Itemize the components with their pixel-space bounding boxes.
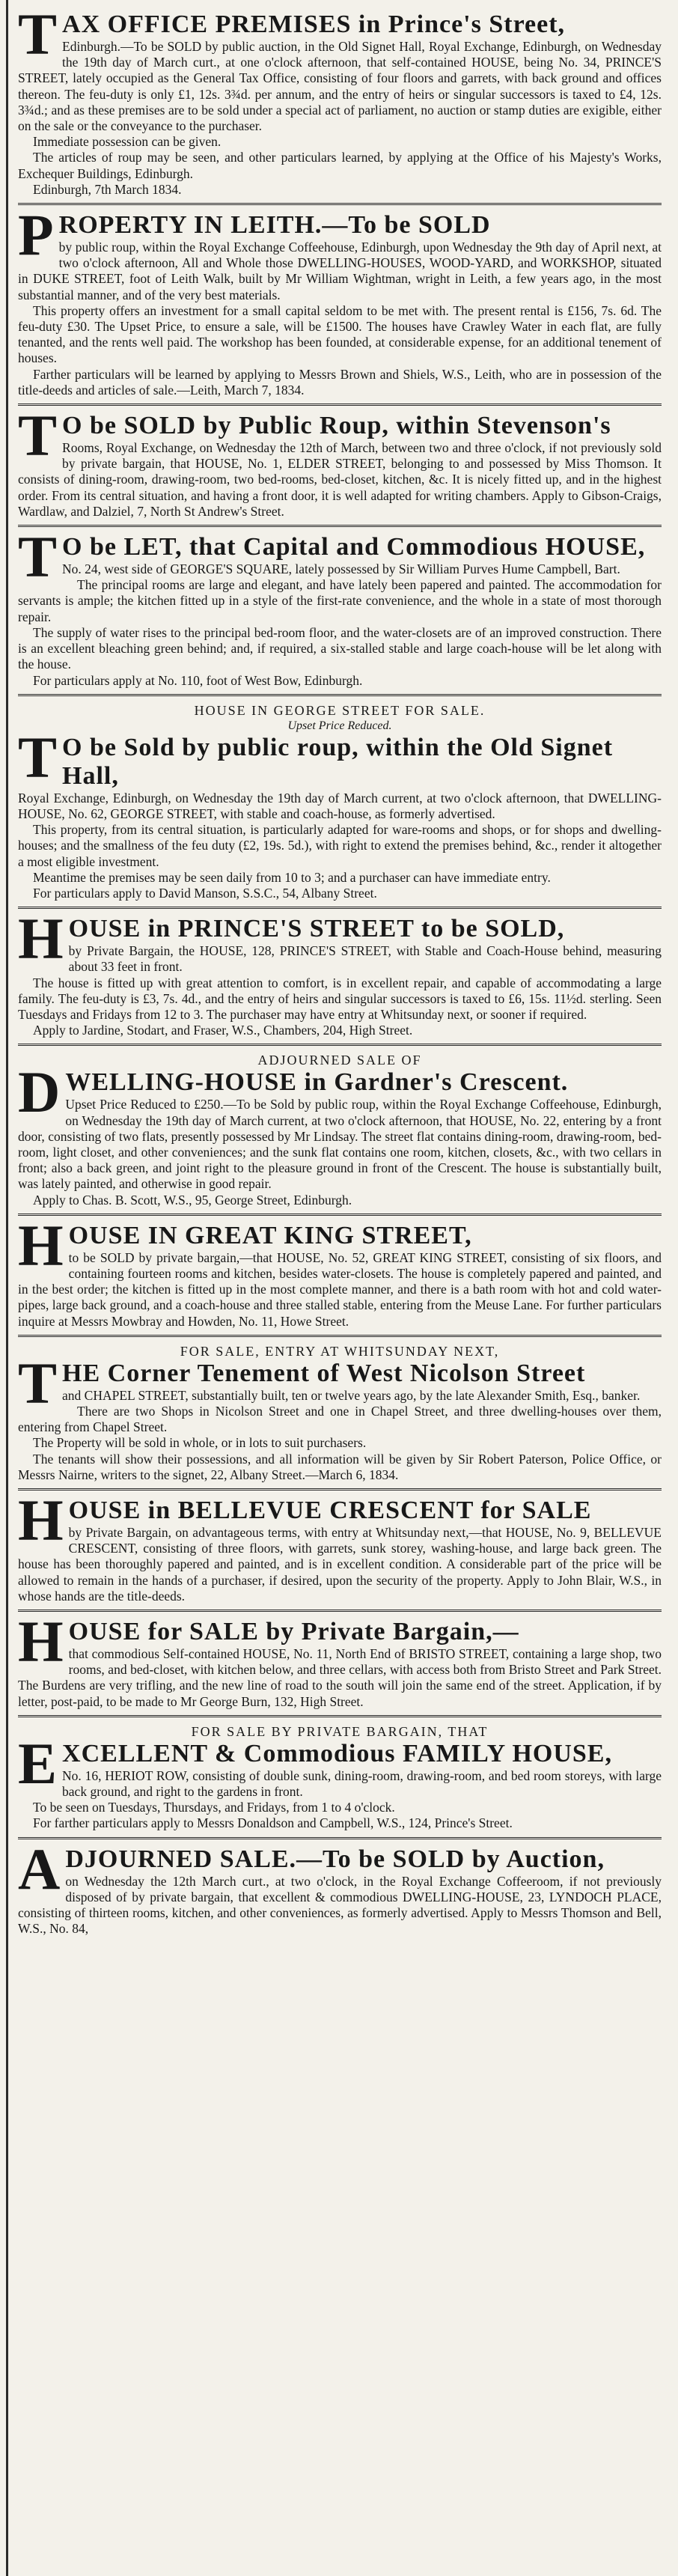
drop-cap: P: [18, 202, 55, 268]
drop-cap: A: [18, 1836, 61, 1901]
ad-tax-office-premises: [18, 1, 662, 198]
ad-george-street: [18, 702, 662, 901]
ad-gardners-crescent: [18, 1052, 662, 1208]
divider: [18, 1044, 662, 1046]
ad-body: by public roup, within the Royal Exchange Coffeehouse, Edinburgh, upon Wednesday the 9th day of April next, at two o'clock afternoon, All and Whole those DWELLING-HOUSES, WOOD-YARD, and WORKSHOP, situated in DUKE STREET, foot of Leith Walk, built by Mr William Wightman, wright in Leith, a few years ago, in the most substantial manner, and of the very best materials. This property offers an investment for a small capital seldom to be met with. The present rental is £156, 7s. 6d. The feu-duty £30. The Upset Price, to ensure a sale, will be £1500. The houses have Crawley Water in each flat, are fully tenanted, and the rents well paid. The workshop has been founded, at considerable expense, for an additional tenement of houses. Farther particulars will be learned by applying to Messrs Brown and Shiels, W.S., Leith, who are in possession of the title-deeds and articles of sale.—Leith, March 7, 1834.: [18, 240, 662, 398]
divider: [18, 907, 662, 909]
ad-body: Royal Exchange, Edinburgh, on Wednesday the 19th day of March current, at two o'clock afternoon, that DWELLING-HOUSE, No. 62, GEORGE STREET, with stable and coach-house, as formerly advertised. This property, from its central situation, is particularly adapted for ware-rooms and shops, or for shops and dwelling-houses; and the smallness of the feu duty (£2, 19s. 5d.), with right to extend the premises behind, &c., render it altogether a most eligible investment. Meantime the premises may be seen daily from 10 to 3; and a purchaser can have immediate entry. For particulars apply to David Manson, S.S.C., 54, Albany Street.: [18, 790, 662, 901]
ad-body: No. 24, west side of GEORGE'S SQUARE, lately possessed by Sir William Purves Hume Campbell, Bart. The principal rooms are large and elegant, and have lately been papered and painted. The accommodation for servants is ample; the kitchen fitted up in a style of the first-rate convenience, and the whole in a state of most thorough repair. The supply of water rises to the principal bed-room floor, and the water-closets are of an improved construction. There is an excellent bleaching green behind; and, if required, a six-stalled stable and large coach-house will be let along with the house. For particulars apply at No. 110, foot of West Bow, Edinburgh.: [18, 561, 662, 688]
ad-title: EXCELLENT & Commodious FAMILY HOUSE,: [18, 1730, 612, 1796]
ad-title: HOUSE in BELLEVUE CRESCENT for SALE: [18, 1488, 592, 1553]
divider: [18, 404, 662, 406]
drop-cap: T: [18, 1, 58, 67]
ad-body: Edinburgh.—To be SOLD by public auction, in the Old Signet Hall, Royal Exchange, Edinburgh, on Wednesday the 19th day of March curt., at one o'clock afternoon, that self-contained HOUSE, being No. 34, PRINCE'S STREET, lately occupied as the General Tax Office, consisting of four floors and garrets, with back ground and offices thereon. The feu-duty is only £1, 12s. 3¾d. per annum, and the entry of heirs or singular successors is taxed to £4, 12s. 3¾d.; and as these premises are to be sold under a special act of parliament, no auction or stamp duties are exigible, either on the sale or the conveyance to the purchaser. Immediate possession can be given. The articles of roup may be seen, and other particulars learned, by applying at the Office of his Majesty's Works, Exchequer Buildings, Edinburgh. Edinburgh, 7th March 1834.: [18, 39, 662, 197]
ad-bristo-street: [18, 1609, 662, 1710]
ad-title: ADJOURNED SALE.—To be SOLD by Auction,: [18, 1836, 605, 1901]
ad-title: T O be SOLD by Public Roup, within Stevenson's: [18, 403, 611, 469]
ad-title: HOUSE for SALE by Private Bargain,—: [18, 1609, 519, 1675]
ad-property-in-leith: [18, 202, 662, 398]
divider: [18, 1715, 662, 1717]
ad-date: Edinburgh, 7th March 1834.: [33, 181, 182, 197]
drop-cap: H: [18, 1609, 64, 1675]
ad-body: Upset Price Reduced to £250.—To be Sold by public roup, within the Royal Exchange Coffeehouse, Edinburgh, on Wednesday the 19th day of March current, at two o'clock afternoon, that HOUSE, No. 22, entering by a front door, consisting of two flats, presently possessed by Mr Lindsay. The street flat contains dining-room, drawing-room, bed-room, light closet, and other conveniences; and the sunk flat contains one room, kitchen, closets, &c., with two cellars in front; also a back green, and joint right to the pleasure ground in front of the Crescent. The house is substantially built, was lately painted, and otherwise in good repair. Apply to Chas. B. Scott, W.S., 95, George Street, Edinburgh.: [18, 1097, 662, 1208]
ad-title: DWELLING-HOUSE in Gardner's Crescent.: [18, 1059, 569, 1125]
ad-heading: FOR SALE, ENTRY AT WHITSUNDAY NEXT,: [180, 1343, 500, 1359]
divider: [18, 1214, 662, 1216]
ad-title: PROPERTY IN LEITH.—To be SOLD: [18, 202, 491, 268]
ad-title: HOUSE IN GREAT KING STREET,: [18, 1212, 472, 1278]
divider: [18, 203, 662, 205]
ad-west-nicolson-street: [18, 1343, 662, 1483]
ad-body: Rooms, Royal Exchange, on Wednesday the 12th of March, between two and three o'clock, if not previously sold by private bargain, that HOUSE, No. 1, ELDER STREET, belonging to and possessed by Miss Thomson. It consists of dining-room, drawing-room, two bed-rooms, bed-closet, kitchen, &c. It is nicely fitted up, and in the highest order. From its central situation, and having a front door, it is well adapted for writing chambers. Apply to Gibson-Craigs, Wardlaw, and Dalziel, 7, North St Andrew's Street.: [18, 440, 662, 519]
divider: [18, 1610, 662, 1612]
drop-cap: D: [18, 1059, 61, 1125]
drop-cap: T: [18, 403, 58, 469]
ad-title: TAX OFFICE PREMISES in Prince's Street,: [18, 1, 566, 67]
ad-body: No. 16, HERIOT ROW, consisting of double sunk, dining-room, drawing-room, and bed room storeys, with large back ground, and right to the gardens in front. To be seen on Tuesdays, Thursdays, and Fridays, from 1 to 4 o'clock. For farther particulars apply to Messrs Donaldson and Campbell, W.S., 124, Prince's Street.: [33, 1767, 662, 1831]
divider: [18, 1335, 662, 1337]
ad-title: T O be LET, that Capital and Commodious HOUSE,: [18, 524, 646, 590]
ad-body: by Private Bargain, on advantageous terms, with entry at Whitsunday next,—that HOUSE, No. 9, BELLEVUE CRESCENT, consisting of three floors, with garrets, sunk storey, washing-house, and large back green. The house has been thoroughly papered and painted, and is in excellent condition. A considerable part of the price will be allowed to remain in the hands of a purchaser, if desired, upon the security of the property. Apply to John Blair, W.S., in whose hands are the title-deeds.: [18, 1525, 662, 1604]
ad-subheading: Upset Price Reduced.: [287, 719, 392, 732]
ad-body: to be SOLD by private bargain,—that HOUSE, No. 52, GREAT KING STREET, consisting of six floors, and containing fourteen rooms and kitchen, besides water-closets. The house is completely papered and painted, and in the best order; the kitchen is fitted up in the most complete manner, and there is a bath room with hot and cold water-pipes, large back ground, and a coach-house and three stalled stable, entering from the Meuse Lane. For further particulars inquire at Messrs Mowbray and Howden, No. 11, Howe Street.: [18, 1249, 662, 1329]
ad-heading: HOUSE IN GEORGE STREET FOR SALE.: [194, 702, 486, 718]
ad-bellevue-crescent: [18, 1488, 662, 1604]
ad-lyndoch-place: [18, 1836, 662, 1937]
ad-title: THE Corner Tenement of West Nicolson Street: [18, 1350, 586, 1416]
ad-body: that commodious Self-contained HOUSE, No. 11, North End of BRISTO STREET, containing a large shop, two rooms, and bed-closet, with kitchen below, and three cellars, with access both from Bristo Street and Park Street. The Burdens are very trifling, and the new line of road to the south will join the same end of the street. Application, if by letter, post-paid, to be made to Mr George Burn, 132, High Street.: [18, 1646, 662, 1709]
drop-cap: E: [18, 1730, 58, 1796]
ad-heading: FOR SALE BY PRIVATE BARGAIN, THAT: [191, 1723, 489, 1739]
divider: [18, 525, 662, 527]
ad-body: by Private Bargain, the HOUSE, 128, PRINCE'S STREET, with Stable and Coach-House behind, measuring about 33 feet in front. The house is fitted up with great attention to comfort, is in excellent repair, and capable of accommodating a large family. The feu-duty is £3, 7s. 4d., and the entry of heirs and singular successors is taxed to £6, 15s. 11½d. sterling. Seen Tuesdays and Fridays from 12 to 3. The purchaser may have entry at Whitsunday next, or sooner if required. Apply to Jardine, Stodart, and Fraser, W.S., Chambers, 204, High Street.: [18, 943, 662, 1038]
ad-title: HOUSE in PRINCE'S STREET to be SOLD,: [18, 906, 565, 972]
ad-body: and CHAPEL STREET, substantially built, ten or twelve years ago, by the late Alexander Smith, Esq., banker. There are two Shops in Nicolson Street and one in Chapel Street, and three dwelling-houses over them, entering from Chapel Street. The Property will be sold in whole, or in lots to suit purchasers. The tenants will show their possessions, and all information will be given by Sir Robert Paterson, Police Office, or Messrs Nairne, writers to the signet, 22, Albany Street.—March 6, 1834.: [18, 1387, 662, 1482]
drop-cap: H: [18, 1212, 64, 1278]
drop-cap: H: [18, 1488, 64, 1553]
drop-cap: H: [18, 906, 64, 972]
ad-title: T O be Sold by public roup, within the Old Signet Hall,: [18, 724, 614, 790]
divider: [18, 1837, 662, 1839]
ad-body: on Wednesday the 12th March curt., at two o'clock, in the Royal Exchange Coffeeroom, if not previously disposed of by private bargain, that excellent & commodious DWELLING-HOUSE, 23, LYNDOCH PLACE, consisting of thirteen rooms, kitchen, and other conveniences, as formerly advertised. Apply to Messrs Thomson and Bell, W.S., No. 84,: [18, 1873, 662, 1937]
drop-cap: T: [18, 724, 58, 790]
ad-elder-street: [18, 403, 662, 520]
drop-cap: T: [18, 524, 58, 590]
ad-heading: ADJOURNED SALE OF: [257, 1053, 422, 1068]
divider: [18, 694, 662, 696]
column-rule-left: [6, 0, 8, 2576]
ad-heriot-row: [18, 1723, 662, 1832]
ad-great-king-street: [18, 1212, 662, 1330]
divider: [18, 1488, 662, 1491]
ad-georges-square: [18, 524, 662, 689]
drop-cap: T: [18, 1350, 58, 1416]
ad-princes-street-128: [18, 906, 662, 1038]
